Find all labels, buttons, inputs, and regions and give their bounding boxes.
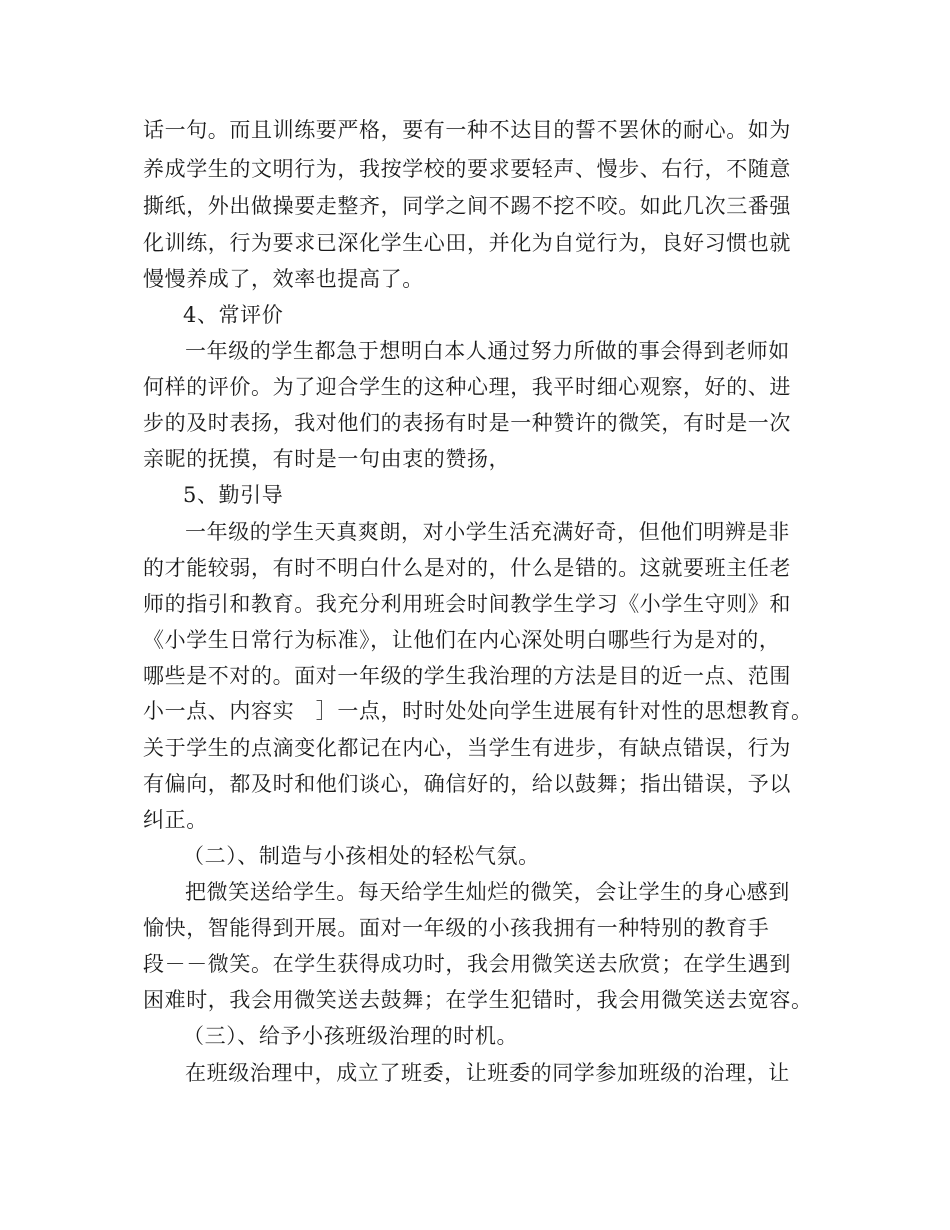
paragraph-line: 纠正。 — [143, 808, 208, 832]
paragraph-line: 把微笑送给学生。每天给学生灿烂的微笑，会让学生的身心感到 — [185, 880, 790, 904]
paragraph-line: 慢慢养成了，效率也提高了。 — [143, 267, 424, 291]
paragraph-line: 何样的评价。为了迎合学生的这种心理，我平时细心观察，好的、进 — [143, 375, 791, 399]
paragraph-line: 师的指引和教育。我充分利用班会时间教学生学习《小学生守则》和 — [143, 592, 791, 616]
paragraph-line: 困难时，我会用微笑送去鼓舞；在学生犯错时，我会用微笑送去宽容。 — [143, 988, 813, 1012]
paragraph-line: 段－－微笑。在学生获得成功时，我会用微笑送去欣赏；在学生遇到 — [143, 952, 791, 976]
section-heading: 5、勤引导 — [183, 483, 284, 507]
paragraph-line: 愉快，智能得到开展。面对一年级的小孩我拥有一种特别的教育手 — [143, 916, 770, 940]
paragraph-line: 化训练，行为要求已深化学生心田，并化为自觉行为，良好习惯也就 — [143, 231, 791, 255]
paragraph-line: 哪些是不对的。面对一年级的学生我治理的方法是目的近一点、范围 — [143, 664, 791, 688]
paragraph-line: 有偏向，都及时和他们谈心，确信好的，给以鼓舞；指出错误，予以 — [143, 772, 791, 796]
section-heading: （二）、制造与小孩相处的轻松气氛。 — [183, 844, 540, 868]
section-heading: （三）、给予小孩班级治理的时机。 — [183, 1024, 519, 1048]
section-heading: 4、常评价 — [183, 303, 284, 327]
paragraph-line: 话一句。而且训练要严格，要有一种不达目的誓不罢休的耐心。如为 — [143, 118, 791, 142]
paragraph-line: 养成学生的文明行为，我按学校的要求要轻声、慢步、右行，不随意 — [143, 157, 791, 181]
paragraph-line: 撕纸，外出做操要走整齐，同学之间不踢不挖不咬。如此几次三番强 — [143, 194, 791, 218]
paragraph-line: 在班级治理中，成立了班委，让班委的同学参加班级的治理，让 — [185, 1061, 790, 1085]
paragraph-line: 的才能较弱，有时不明白什么是对的，什么是错的。这就要班主任老 — [143, 556, 791, 580]
paragraph-line: 关于学生的点滴变化都记在内心，当学生有进步，有缺点错误，行为 — [143, 736, 791, 760]
paragraph-line: 《小学生日常行为标准》，让他们在内心深处明白哪些行为是对的， — [143, 628, 781, 652]
paragraph-line: 一年级的学生天真爽朗，对小学生活充满好奇，但他们明辨是非 — [185, 520, 790, 544]
paragraph-line: 步的及时表扬，我对他们的表扬有时是一种赞许的微笑，有时是一次 — [143, 411, 791, 435]
paragraph-line: 一年级的学生都急于想明白本人通过努力所做的事会得到老师如 — [185, 339, 790, 363]
paragraph-line: 亲昵的抚摸，有时是一句由衷的赞扬， — [143, 447, 511, 471]
paragraph-line: 小一点、内容实 ］一点，时时处处向学生进展有针对性的思想教育。 — [143, 699, 813, 723]
